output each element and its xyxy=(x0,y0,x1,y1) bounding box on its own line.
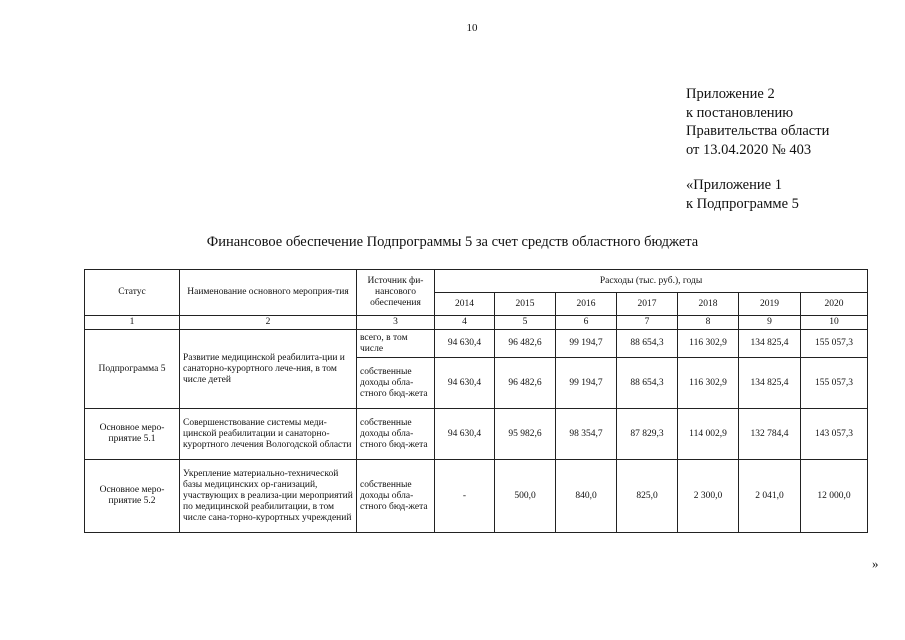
row-value: 114 002,9 xyxy=(678,409,739,460)
column-number: 6 xyxy=(556,316,617,330)
row-value: 87 829,3 xyxy=(617,409,678,460)
table-row xyxy=(85,460,868,533)
row-value: 132 784,4 xyxy=(739,409,801,460)
row-name: Развитие медицинской реабилита-ции и санаторно-курортного лече-ния, в том числе детей xyxy=(180,330,357,409)
header-year: 2018 xyxy=(678,293,739,316)
header-year: 2017 xyxy=(617,293,678,316)
row-value: 12 000,0 xyxy=(801,460,868,533)
row-value: 155 057,3 xyxy=(801,330,868,358)
column-number: 8 xyxy=(678,316,739,330)
header-year: 2014 xyxy=(435,293,495,316)
appendix-line: от 13.04.2020 № 403 xyxy=(686,141,812,158)
row-value: 500,0 xyxy=(495,460,556,533)
table-row xyxy=(85,409,868,460)
header-row xyxy=(85,270,868,293)
row-status: Основное меро-приятие 5.2 xyxy=(85,460,180,533)
row-value: 88 654,3 xyxy=(617,358,678,409)
row-value: 116 302,9 xyxy=(678,330,739,358)
document-title: Финансовое обеспечение Подпрограммы 5 за счет средств областного бюджета xyxy=(206,234,699,250)
appendix-line: к постановлению xyxy=(686,104,794,121)
row-value: 94 630,4 xyxy=(435,330,495,358)
column-number: 1 xyxy=(85,316,180,330)
row-value: 134 825,4 xyxy=(739,358,801,409)
header-expenses: Расходы (тыс. руб.), годы xyxy=(435,270,868,293)
column-number: 4 xyxy=(435,316,495,330)
header-year: 2019 xyxy=(739,293,801,316)
header-year: 2020 xyxy=(801,293,868,316)
appendix-block xyxy=(686,85,829,159)
column-number: 2 xyxy=(180,316,357,330)
row-value: 116 302,9 xyxy=(678,358,739,409)
appendix-line: «Приложение 1 xyxy=(686,177,782,193)
row-value: 155 057,3 xyxy=(801,358,868,409)
header-year: 2016 xyxy=(556,293,617,316)
row-value: 96 482,6 xyxy=(495,330,556,358)
row-value: 143 057,3 xyxy=(801,409,868,460)
appendix-line: Правительства области xyxy=(686,123,830,139)
page-number: 10 xyxy=(466,22,478,34)
row-status: Основное меро-приятие 5.1 xyxy=(85,409,180,460)
row-source: собственные доходы обла-стного бюд-жета xyxy=(357,460,435,533)
row-name: Совершенствование системы меди-цинской реабилитации и санаторно-курортного лечения Вологодской области xyxy=(180,409,357,460)
row-value: 840,0 xyxy=(556,460,617,533)
row-value: 98 354,7 xyxy=(556,409,617,460)
header-name: Наименование основного мероприя-тия xyxy=(180,270,357,316)
column-number: 3 xyxy=(357,316,435,330)
closing-quote-mark: » xyxy=(872,556,879,571)
column-number: 10 xyxy=(801,316,868,330)
row-value: 2 041,0 xyxy=(739,460,801,533)
row-value: 99 194,7 xyxy=(556,358,617,409)
row-value: - xyxy=(435,460,495,533)
row-source: собственные доходы обла-стного бюд-жета xyxy=(357,409,435,460)
row-source: собственные доходы обла-стного бюд-жета xyxy=(357,358,435,409)
inner-appendix-block xyxy=(686,176,799,213)
row-status: Подпрограмма 5 xyxy=(85,330,180,409)
column-number: 7 xyxy=(617,316,678,330)
table-row xyxy=(85,330,868,358)
appendix-line: Приложение 2 xyxy=(686,86,775,102)
row-value: 134 825,4 xyxy=(739,330,801,358)
header-status: Статус xyxy=(85,270,180,316)
row-value: 825,0 xyxy=(617,460,678,533)
column-number: 5 xyxy=(495,316,556,330)
header-source: Источник фи-нансового обеспечения xyxy=(357,270,435,316)
row-value: 94 630,4 xyxy=(435,409,495,460)
column-number: 9 xyxy=(739,316,801,330)
column-number-row xyxy=(85,316,868,330)
row-name: Укрепление материально-технической базы медицинских ор-ганизаций, участвующих в реализа-ции мероприятий по медицинской реабилитации, в том числе сана-торно-курортных учреждений xyxy=(180,460,357,533)
row-value: 94 630,4 xyxy=(435,358,495,409)
row-value: 2 300,0 xyxy=(678,460,739,533)
row-value: 99 194,7 xyxy=(556,330,617,358)
appendix-line: к Подпрограмме 5 xyxy=(686,195,799,212)
header-year: 2015 xyxy=(495,293,556,316)
row-source: всего, в том числе xyxy=(357,330,435,358)
row-value: 96 482,6 xyxy=(495,358,556,409)
row-value: 88 654,3 xyxy=(617,330,678,358)
financing-table xyxy=(84,269,868,533)
row-value: 95 982,6 xyxy=(495,409,556,460)
